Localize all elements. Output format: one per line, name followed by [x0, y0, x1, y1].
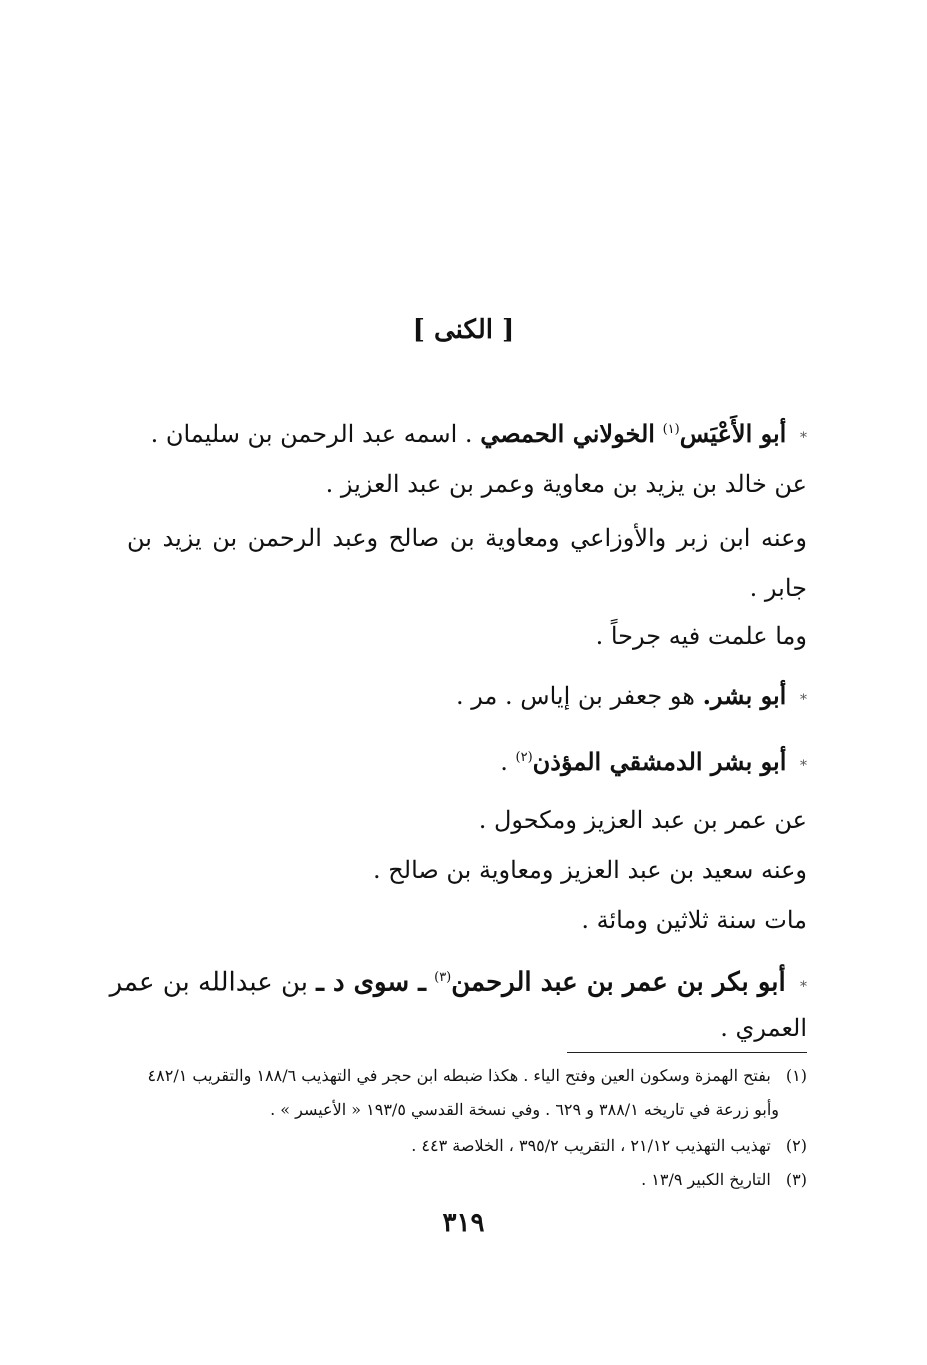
entry-text: هو جعفر بن إياس . مر . [456, 682, 695, 710]
entry-nisba: الخولاني الحمصي [480, 419, 655, 448]
footnote-number: (٣) [785, 1170, 807, 1189]
entry-line: مات سنة ثلاثين ومائة . [581, 906, 807, 934]
entry-name: أبو بكر بن عمر بن عبد الرحمن [451, 967, 786, 998]
footnote-1 [148, 1064, 807, 1088]
footnote-separator [567, 1052, 807, 1053]
entry-line: العمري . [720, 1014, 807, 1042]
entry-line: وما علمت فيه جرحاً . [595, 622, 807, 650]
footnote-3 [641, 1168, 807, 1192]
entry-abu-bakr [110, 962, 807, 1003]
entry-text: . اسمه عبد الرحمن بن سليمان . [150, 420, 473, 448]
entry-tag: ـ سوى د ـ [316, 967, 426, 998]
entry-abu-bishr-al-dimashqi [500, 742, 807, 782]
entry-marker: * [800, 430, 807, 446]
footnote-number: (١) [785, 1066, 807, 1085]
footnote-ref: (٣) [434, 970, 452, 985]
page-number: ٣١٩ [442, 1208, 485, 1238]
footnote-text: تهذيب التهذيب ٢١/١٢ ، التقريب ٣٩٥/٢ ، الخلاصة ٤٤٣ . [411, 1136, 771, 1155]
footnote-number: (٢) [785, 1136, 807, 1155]
footnote-ref: (٢) [515, 750, 533, 765]
entry-marker: * [800, 978, 807, 995]
footnote-ref: (١) [662, 422, 680, 437]
entry-name: أبو الأَعْيَس [679, 419, 787, 448]
footnote-1-continued: وأبو زرعة في تاريخه ٣٨٨/١ و ٦٢٩ . وفي نسخة القدسي ١٩٣/٥ « الأعيسر » . [270, 1100, 779, 1119]
entry-name: أبو بشر الدمشقي المؤذن [532, 747, 787, 776]
entry-abu-al-ayas [151, 414, 807, 454]
entry-line: جابر . [749, 574, 807, 602]
section-heading: [ الكنى ] [412, 315, 515, 345]
entry-text: . [500, 748, 508, 776]
entry-line: وعنه ابن زبر والأوزاعي ومعاوية بن صالح وعبد الرحمن بن يزيد بن [127, 524, 807, 552]
footnote-2 [411, 1134, 807, 1158]
entry-marker: * [800, 692, 807, 708]
entry-line: عن عمر بن عبد العزيز ومكحول . [478, 806, 807, 834]
entry-name: أبو بشر. [702, 681, 787, 710]
entry-text: بن عبدالله بن عمر [109, 967, 309, 998]
entry-marker: * [800, 758, 807, 774]
entry-abu-bishr [456, 680, 807, 716]
entry-line: وعنه سعيد بن عبد العزيز ومعاوية بن صالح . [373, 856, 807, 884]
footnote-text: بفتح الهمزة وسكون العين وفتح الياء . هكذا ضبطه ابن حجر في التهذيب ١٨٨/٦ والتقريب ٤٨٢/١ [147, 1066, 771, 1085]
footnote-text: التاريخ الكبير ١٣/٩ . [641, 1170, 771, 1189]
entry-line: عن خالد بن يزيد بن معاوية وعمر بن عبد العزيز . [325, 470, 807, 498]
